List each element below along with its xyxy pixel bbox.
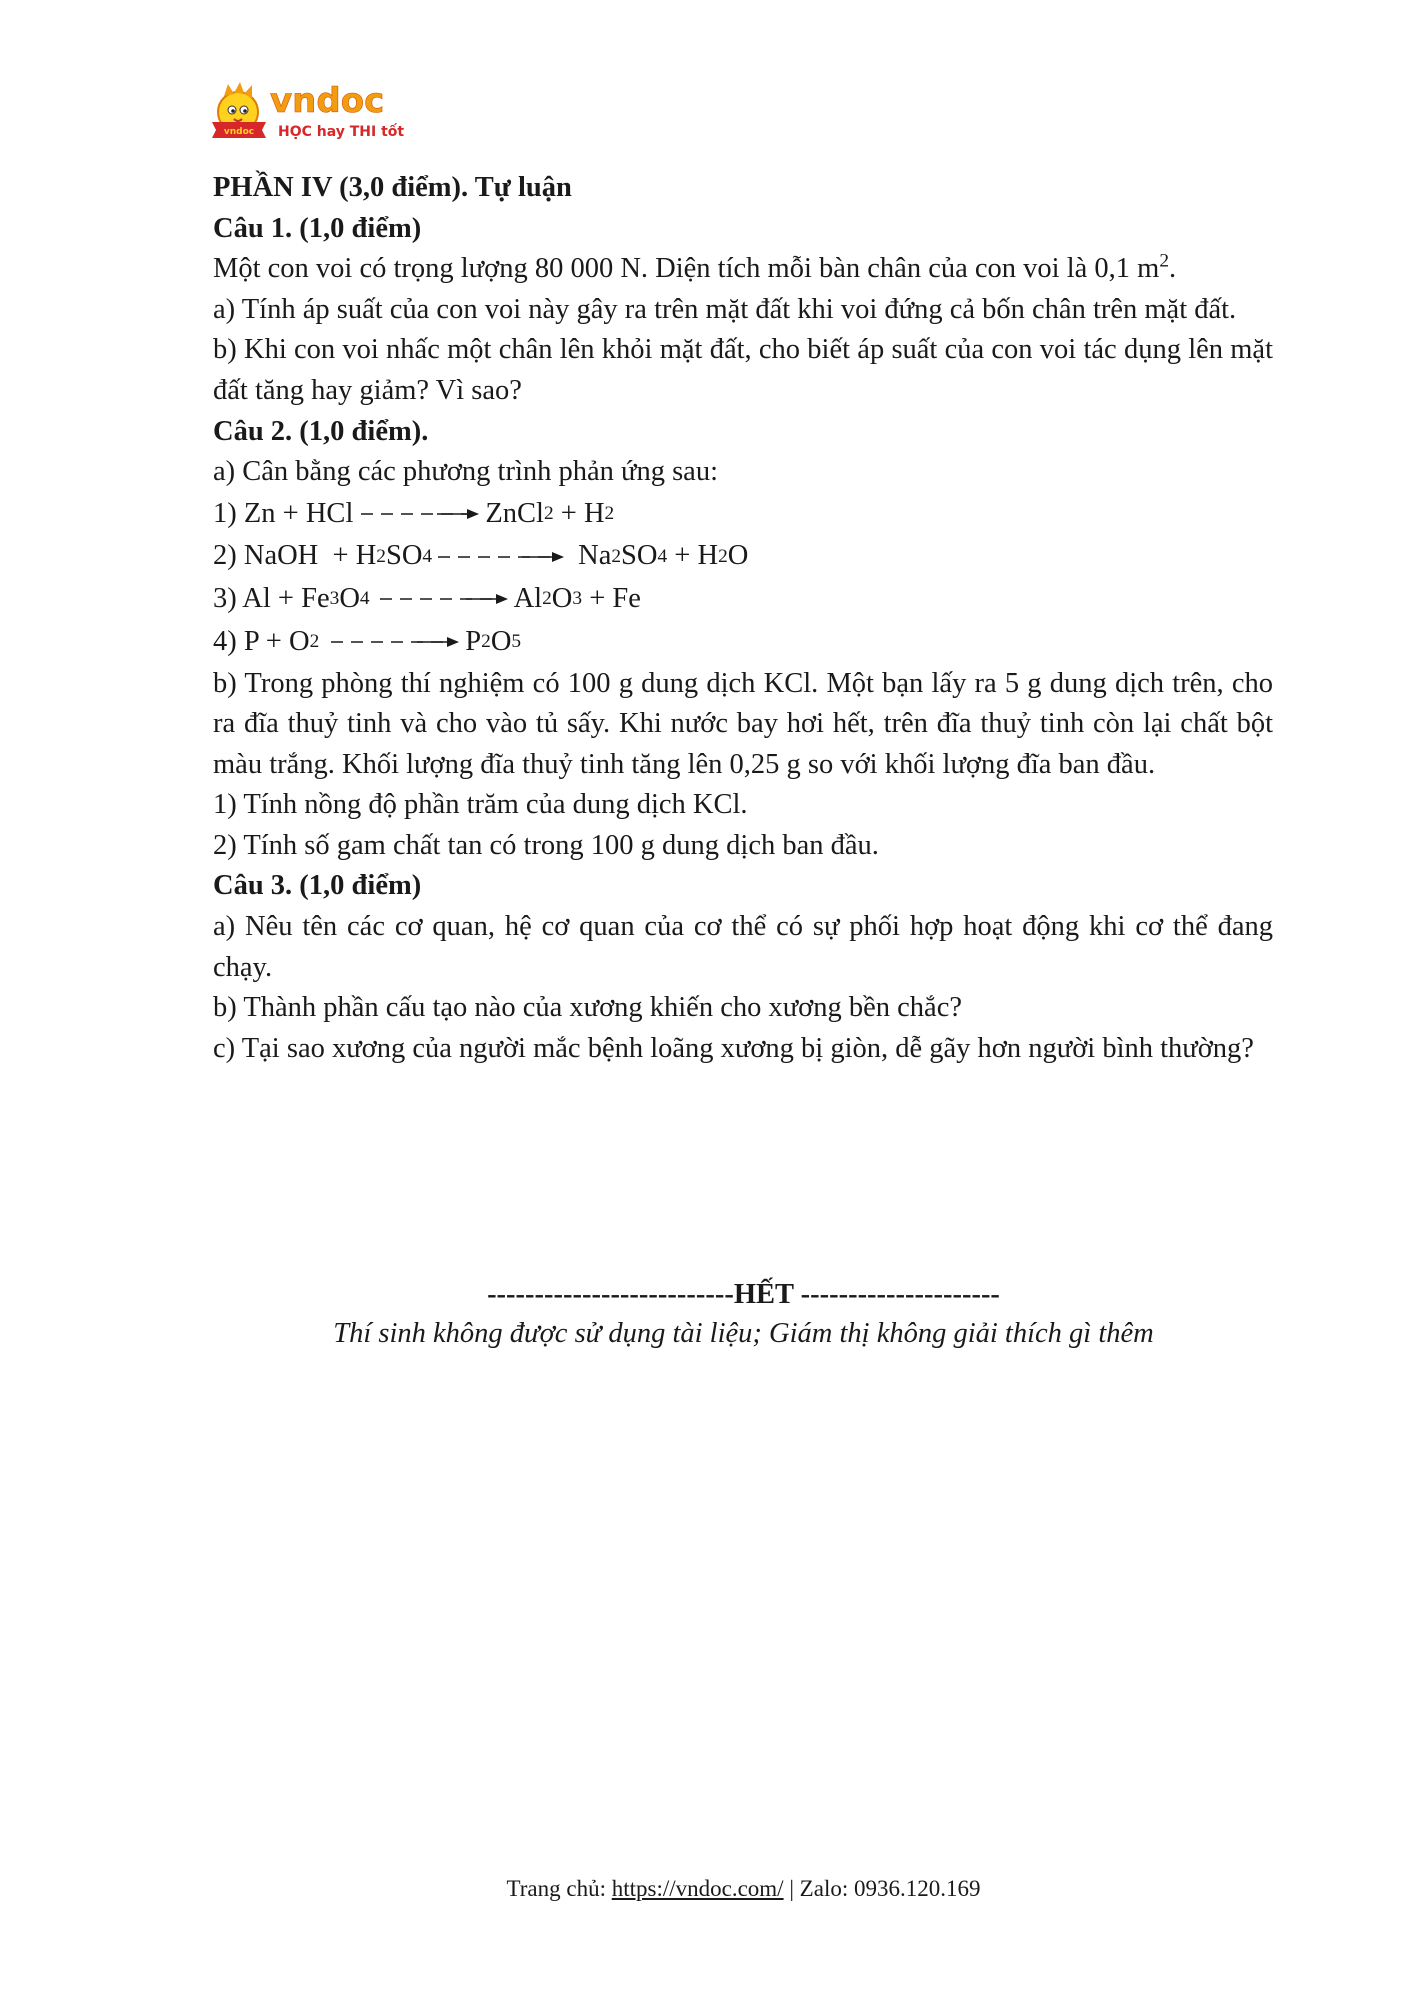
footer-prefix: Trang chủ: <box>506 1876 612 1901</box>
question-2-part-b-2: 2) Tính số gam chất tan có trong 100 g dung dịch ban đầu. <box>213 829 879 861</box>
end-marker: --------------------------HẾT --------------------- <box>487 1279 1000 1310</box>
reaction-arrow-icon <box>436 547 566 567</box>
section-title: PHẦN IV (3,0 điểm). Tự luận <box>213 172 572 203</box>
equation-3: 3) Al + Fe 3 O 4 Al 2 O 3 + Fe <box>213 583 641 615</box>
end-note: Thí sinh không được sử dụng tài liệu; Giám thị không giải thích gì thêm <box>333 1318 1154 1349</box>
exam-content <box>213 168 1273 1069</box>
question-2-title: Câu 2. (1,0 điểm). <box>213 415 429 447</box>
question-3-title: Câu 3. (1,0 điểm) <box>213 870 422 902</box>
question-1-title: Câu 1. (1,0 điểm) <box>213 212 422 244</box>
question-2-part-b-1: 1) Tính nồng độ phần trăm của dung dịch KCl. <box>213 789 748 821</box>
question-2-part-a-intro: a) Cân bằng các phương trình phản ứng sau: <box>213 456 718 488</box>
vndoc-logo <box>210 82 410 148</box>
question-1-part-b: b) Khi con voi nhấc một chân lên khỏi mặt đất, cho biết áp suất của con voi tác dụng lên mặt đất tăng hay giảm? Vì sao? <box>213 334 1273 406</box>
equation-4: 4) P + O 2 P 2 O 5 <box>213 625 522 657</box>
footer-homepage-link[interactable]: https://vndoc.com/ <box>611 1876 784 1901</box>
question-3-part-b: b) Thành phần cấu tạo nào của xương khiến cho xương bền chắc? <box>213 992 963 1024</box>
question-1-part-a: a) Tính áp suất của con voi này gây ra trên mặt đất khi voi đứng cả bốn chân trên mặt đất. <box>213 293 1237 325</box>
equation-1: 1) Zn + HCl ZnCl 2 + H 2 <box>213 497 615 529</box>
reaction-arrow-icon <box>378 589 510 609</box>
logo-wordmark: vndoc <box>270 82 385 121</box>
page-footer <box>0 1876 1407 1902</box>
logo-badge-text: vndoc <box>223 127 255 137</box>
equation-2: 2) NaOH + H 2 SO 4 Na 2 SO 4 + H 2 O <box>213 540 749 572</box>
question-3-part-c: c) Tại sao xương của người mắc bệnh loãng xương bị giòn, dễ gãy hơn người bình thường? <box>213 1032 1254 1064</box>
reaction-arrow-icon <box>329 632 461 652</box>
question-3-part-a: a) Nêu tên các cơ quan, hệ cơ quan của cơ thể có sự phối hợp hoạt động khi cơ thể đang chạy. <box>213 911 1273 983</box>
reaction-arrow-icon <box>357 504 481 524</box>
logo-tagline: HỌC hay THI tốt <box>278 124 405 140</box>
footer-contact: | Zalo: 0936.120.169 <box>783 1876 981 1901</box>
question-1-intro: Một con voi có trọng lượng 80 000 N. Diện tích mỗi bàn chân của con voi là 0,1 $m^2$. <box>213 250 1177 285</box>
question-2-part-b-intro: b) Trong phòng thí nghiệm có 100 g dung dịch KCl. Một bạn lấy ra 5 g dung dịch trên, cho ra đĩa thuỷ tinh và cho vào tủ sấy. Khi nước bay hơi hết, trên đĩa thuỷ tinh còn lại chất bột màu trắng. Khối lượng đĩa thuỷ tinh tăng lên 0,25 g so với khối lượng đĩa ban đầu. <box>213 667 1273 780</box>
